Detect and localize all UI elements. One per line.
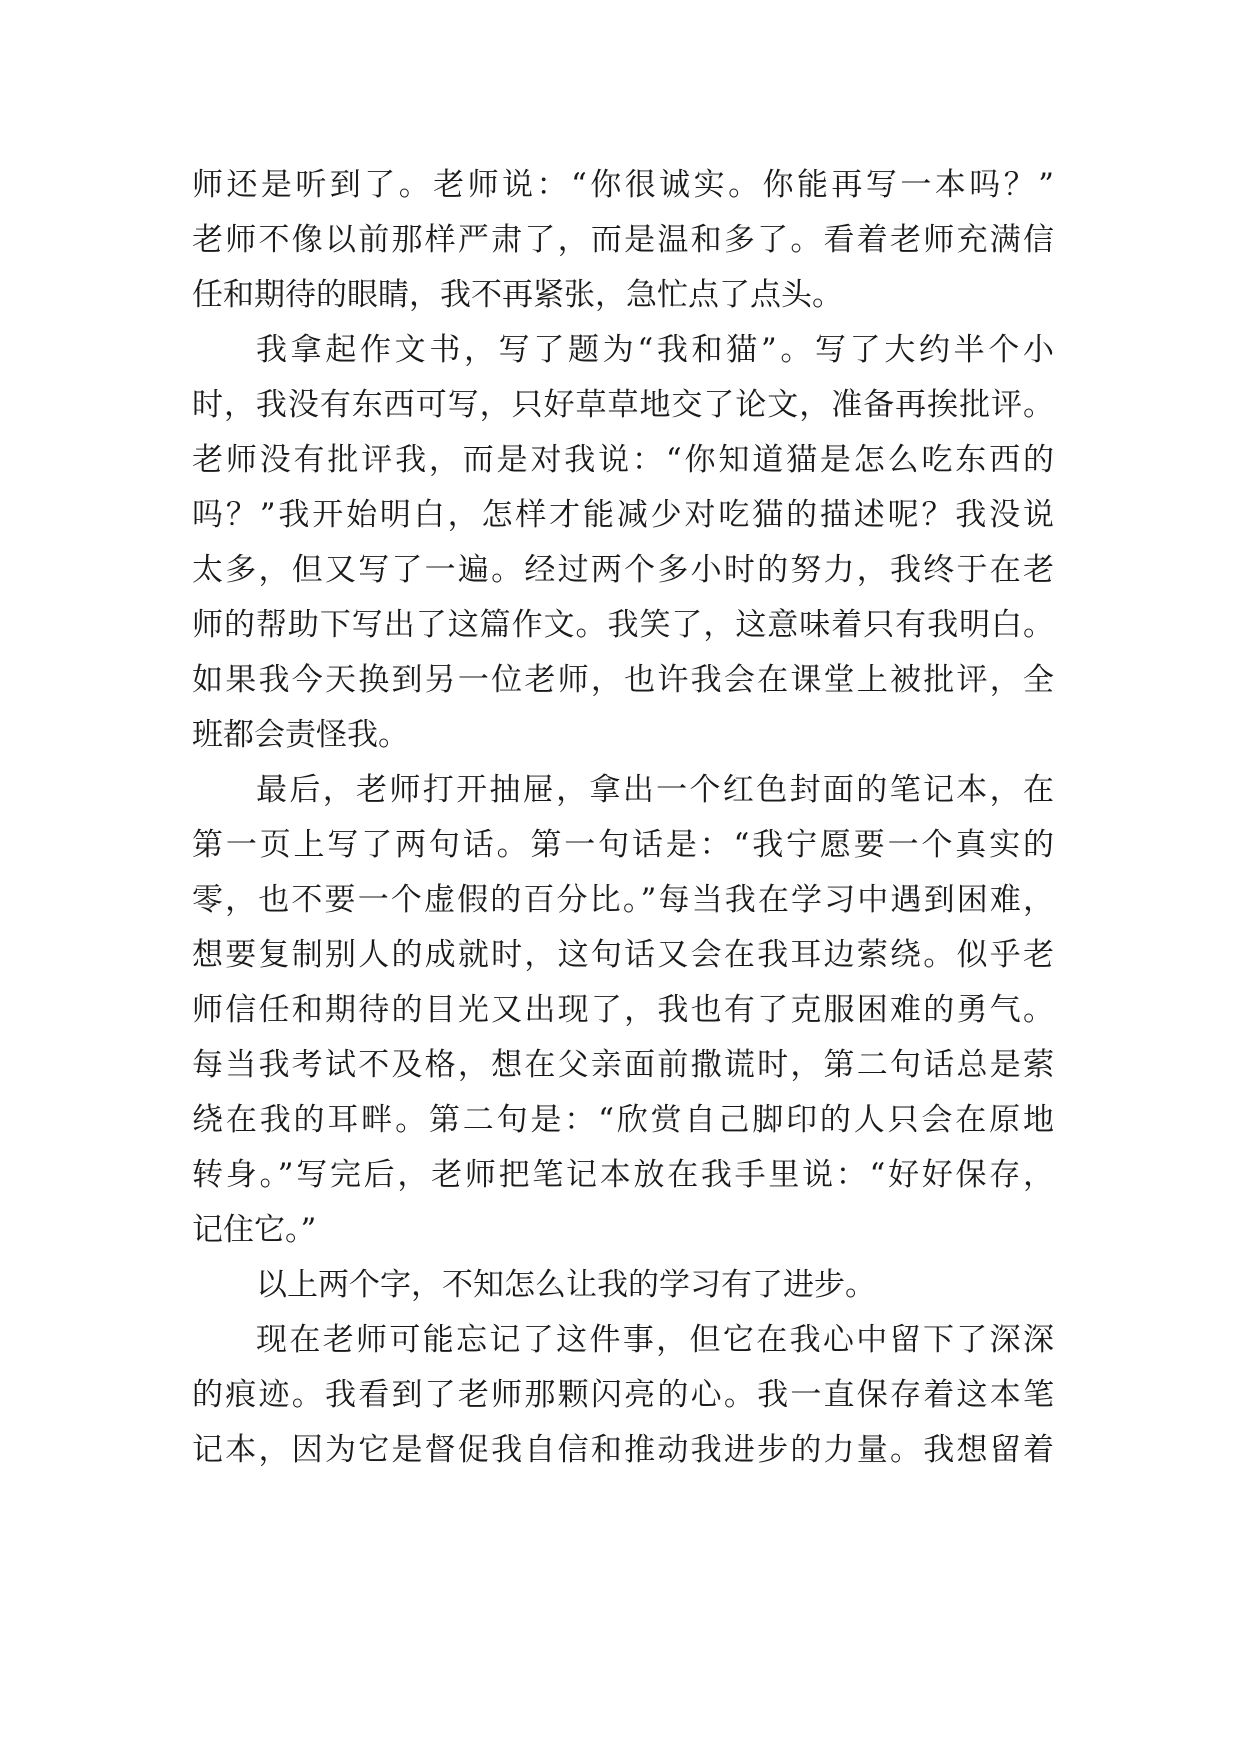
text-line: 太多，但又写了一遍。经过两个多小时的努力，我终于在老 xyxy=(192,552,1054,588)
text-line: 的痕迹。我看到了老师那颗闪亮的心。我一直保存着这本笔 xyxy=(192,1377,1054,1413)
text-line: 最后，老师打开抽屉，拿出一个红色封面的笔记本，在 xyxy=(256,772,1054,808)
text-line: 任和期待的眼睛，我不再紧张，急忙点了点头。 xyxy=(192,277,843,313)
text-line: 师信任和期待的目光又出现了，我也有了克服困难的勇气。 xyxy=(192,992,1054,1028)
text-line: 绕在我的耳畔。第二句是：“欣赏自己脚印的人只会在原地 xyxy=(192,1102,1054,1138)
text-line: 师的帮助下写出了这篇作文。我笑了，这意味着只有我明白。 xyxy=(192,607,1054,643)
text-line: 第一页上写了两句话。第一句话是：“我宁愿要一个真实的 xyxy=(192,827,1054,863)
text-line: 零，也不要一个虚假的百分比。”每当我在学习中遇到困难， xyxy=(192,882,1054,918)
text-line: 老师不像以前那样严肃了，而是温和多了。看着老师充满信 xyxy=(192,222,1054,258)
essay-body xyxy=(192,158,1054,1478)
text-line: 如果我今天换到另一位老师，也许我会在课堂上被批评，全 xyxy=(192,662,1054,698)
text-line: 转身。”写完后，老师把笔记本放在我手里说：“好好保存， xyxy=(192,1157,1054,1193)
text-line: 记住它。” xyxy=(192,1212,317,1248)
text-line: 师还是听到了。老师说：“你很诚实。你能再写一本吗？” xyxy=(192,167,1054,203)
text-line: 记本，因为它是督促我自信和推动我进步的力量。我想留着 xyxy=(192,1432,1054,1468)
text-line: 现在老师可能忘记了这件事，但它在我心中留下了深深 xyxy=(256,1322,1054,1358)
text-line: 每当我考试不及格，想在父亲面前撒谎时，第二句话总是萦 xyxy=(192,1047,1054,1083)
text-line: 班都会责怪我。 xyxy=(192,717,409,753)
text-line: 老师没有批评我，而是对我说：“你知道猫是怎么吃东西的 xyxy=(192,442,1054,478)
text-line: 时，我没有东西可写，只好草草地交了论文，准备再挨批评。 xyxy=(192,387,1054,423)
text-line: 我拿起作文书，写了题为“我和猫”。写了大约半个小 xyxy=(256,332,1054,368)
text-line: 想要复制别人的成就时，这句话又会在我耳边萦绕。似乎老 xyxy=(192,937,1054,973)
text-line: 以上两个字，不知怎么让我的学习有了进步。 xyxy=(256,1267,876,1303)
text-line: 吗？”我开始明白，怎样才能减少对吃猫的描述呢？我没说 xyxy=(192,497,1054,533)
